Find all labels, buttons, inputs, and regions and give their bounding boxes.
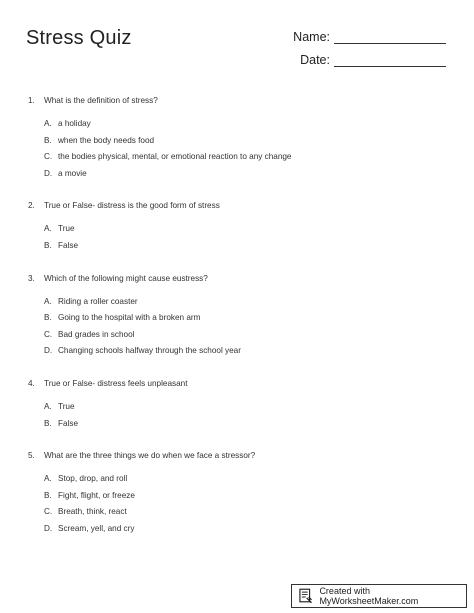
option-letter: A. bbox=[44, 401, 52, 411]
worksheet-logo-icon bbox=[298, 588, 313, 604]
option-letter: D. bbox=[44, 346, 53, 356]
option-text: False bbox=[58, 418, 79, 428]
option-list bbox=[28, 223, 448, 256]
option-a bbox=[28, 401, 448, 418]
question-header bbox=[28, 378, 448, 390]
name-field bbox=[293, 30, 446, 44]
question-text: True or False- distress feels unpleasant bbox=[44, 378, 188, 388]
question-4 bbox=[28, 378, 448, 434]
option-text: a holiday bbox=[58, 119, 91, 128]
page-title: Stress Quiz bbox=[26, 27, 132, 49]
option-c bbox=[28, 506, 448, 523]
option-text: Riding a roller coaster bbox=[58, 296, 138, 306]
question-header bbox=[28, 200, 448, 212]
option-d bbox=[28, 523, 448, 540]
option-a bbox=[28, 473, 448, 490]
option-text: False bbox=[58, 240, 79, 250]
option-letter: A. bbox=[44, 296, 52, 306]
option-d bbox=[28, 345, 448, 362]
question-text: True or False- distress is the good form of stress bbox=[44, 201, 220, 211]
question-5 bbox=[28, 450, 448, 539]
question-2 bbox=[28, 200, 448, 256]
option-letter: C. bbox=[44, 152, 53, 162]
question-number: 4. bbox=[28, 378, 35, 388]
option-list bbox=[28, 296, 448, 362]
option-letter: B. bbox=[44, 418, 52, 428]
option-text: a movie bbox=[58, 168, 87, 178]
question-header bbox=[28, 273, 448, 285]
option-text: Fight, flight, or freeze bbox=[58, 490, 135, 500]
option-letter: C. bbox=[44, 329, 53, 339]
option-text: when the body needs food bbox=[58, 135, 155, 145]
date-label: Date: bbox=[300, 53, 330, 67]
question-number: 2. bbox=[28, 201, 35, 211]
question-text: Which of the following might cause eustress? bbox=[44, 273, 208, 283]
option-list bbox=[28, 473, 448, 539]
option-b bbox=[28, 490, 448, 507]
option-b bbox=[28, 240, 448, 257]
question-1 bbox=[28, 95, 448, 184]
option-letter: D. bbox=[44, 168, 53, 178]
option-text: Stop, drop, and roll bbox=[58, 474, 128, 484]
question-header bbox=[28, 95, 448, 107]
option-text: True bbox=[58, 224, 75, 234]
option-c bbox=[28, 151, 448, 168]
option-a bbox=[28, 223, 448, 240]
option-list bbox=[28, 118, 448, 184]
option-text: Changing schools halfway through the school year bbox=[58, 346, 241, 356]
question-text: What are the three things we do when we face a stressor? bbox=[44, 451, 256, 461]
name-label: Name: bbox=[293, 30, 330, 44]
option-b bbox=[28, 312, 448, 329]
option-text: Going to the hospital with a broken arm bbox=[58, 313, 201, 323]
option-letter: D. bbox=[44, 523, 53, 533]
question-3 bbox=[28, 273, 448, 362]
question-list bbox=[28, 95, 448, 556]
option-a bbox=[28, 118, 448, 135]
option-text: True bbox=[58, 401, 75, 411]
question-text: What is the definition of stress? bbox=[44, 96, 158, 105]
option-b bbox=[28, 135, 448, 152]
footer-credit bbox=[291, 584, 467, 608]
option-text: Scream, yell, and cry bbox=[58, 523, 135, 533]
option-text: the bodies physical, mental, or emotional reaction to any change bbox=[58, 152, 292, 162]
option-text: Bad grades in school bbox=[58, 329, 135, 339]
question-number: 3. bbox=[28, 273, 35, 283]
option-text: Breath, think, react bbox=[58, 507, 127, 517]
option-letter: C. bbox=[44, 507, 53, 517]
question-number: 5. bbox=[28, 451, 35, 461]
footer-text: Created with MyWorksheetMaker.com bbox=[319, 586, 419, 606]
date-line bbox=[334, 53, 446, 67]
option-letter: A. bbox=[44, 119, 52, 128]
name-line bbox=[334, 30, 446, 44]
option-letter: B. bbox=[44, 135, 52, 145]
question-header bbox=[28, 450, 448, 462]
option-letter: B. bbox=[44, 313, 52, 323]
option-b bbox=[28, 418, 448, 435]
option-letter: A. bbox=[44, 474, 52, 484]
option-letter: A. bbox=[44, 224, 52, 234]
option-c bbox=[28, 329, 448, 346]
option-d bbox=[28, 168, 448, 185]
option-list bbox=[28, 401, 448, 434]
question-number: 1. bbox=[28, 96, 35, 105]
date-field bbox=[300, 53, 446, 67]
option-letter: B. bbox=[44, 240, 52, 250]
option-letter: B. bbox=[44, 490, 52, 500]
option-a bbox=[28, 296, 448, 313]
